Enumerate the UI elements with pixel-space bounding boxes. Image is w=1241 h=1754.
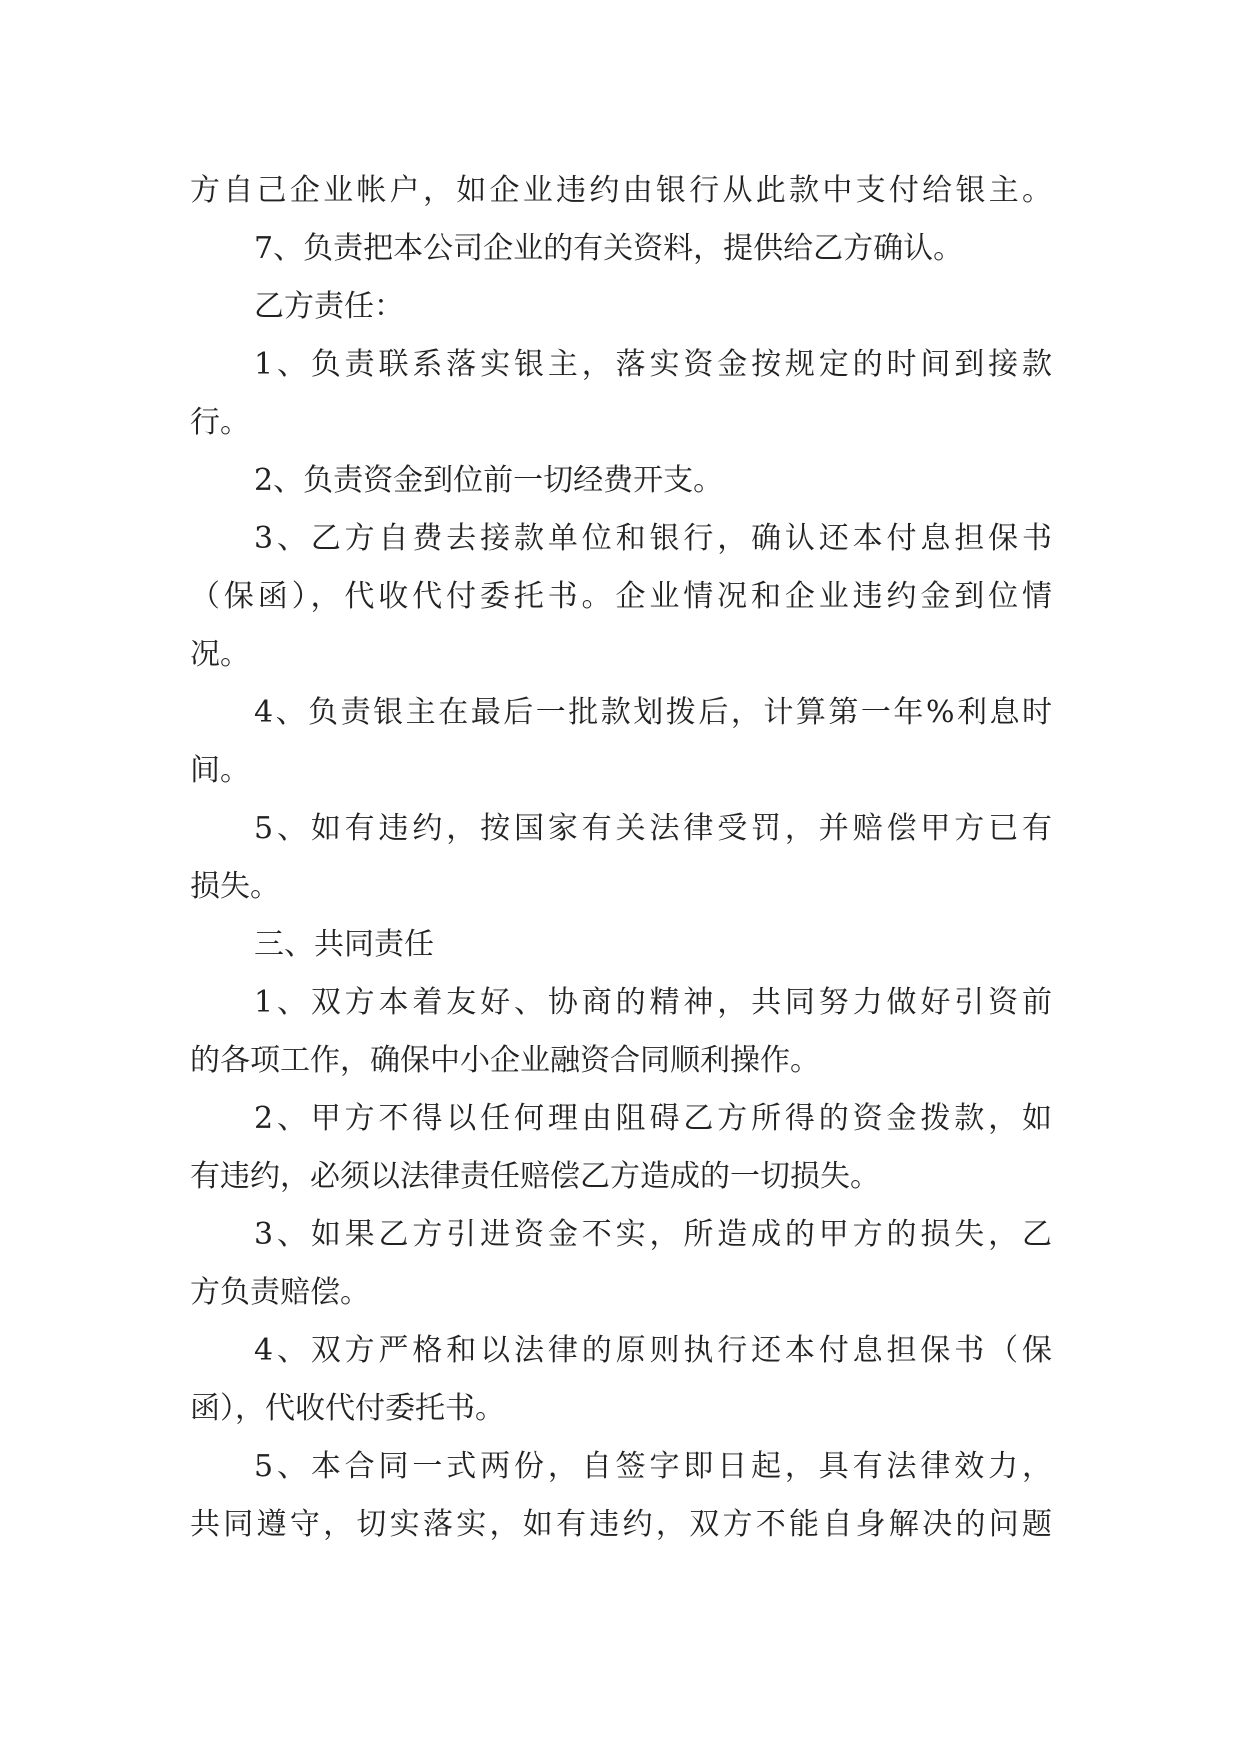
text-line: 有违约，必须以法律责任赔偿乙方造成的一切损失。: [190, 1159, 880, 1194]
text-line: 3、乙方自费去接款单位和银行，确认还本付息担保书: [254, 521, 1052, 556]
text-line: 行。: [190, 405, 250, 440]
text-line: 况。: [190, 637, 250, 672]
text-line: 3、如果乙方引进资金不实，所造成的甲方的损失，乙: [254, 1217, 1052, 1252]
text-line: 函），代收代付委托书。: [190, 1391, 505, 1426]
text-line: （保函），代收代付委托书。企业情况和企业违约金到位情: [190, 579, 1052, 614]
text-line: 损失。: [190, 869, 280, 904]
text-line: 2、负责资金到位前一切经费开支。: [254, 463, 724, 498]
text-line: 4、双方严格和以法律的原则执行还本付息担保书（保: [254, 1333, 1052, 1368]
section-heading: 乙方责任：: [254, 289, 404, 324]
text-line: 方自己企业帐户，如企业违约由银行从此款中支付给银主。: [190, 173, 1052, 208]
text-line: 7、负责把本公司企业的有关资料，提供给乙方确认。: [254, 231, 964, 266]
text-line: 5、如有违约，按国家有关法律受罚，并赔偿甲方已有: [254, 811, 1052, 846]
section-heading: 三、共同责任: [254, 927, 434, 962]
text-line: 2、甲方不得以任何理由阻碍乙方所得的资金拨款，如: [254, 1101, 1052, 1136]
text-line: 共同遵守，切实落实，如有违约，双方不能自身解决的问题: [190, 1507, 1052, 1542]
text-line: 间。: [190, 753, 250, 788]
text-line: 1、双方本着友好、协商的精神，共同努力做好引资前: [254, 985, 1052, 1020]
text-line: 1、负责联系落实银主，落实资金按规定的时间到接款: [254, 347, 1052, 382]
text-line: 5、本合同一式两份，自签字即日起，具有法律效力，: [254, 1449, 1052, 1484]
text-line: 方负责赔偿。: [190, 1275, 370, 1310]
document-body: [190, 162, 1052, 1554]
text-line: 的各项工作，确保中小企业融资合同顺利操作。: [190, 1043, 820, 1078]
text-line: 4、负责银主在最后一批款划拨后，计算第一年%利息时: [254, 695, 1052, 730]
